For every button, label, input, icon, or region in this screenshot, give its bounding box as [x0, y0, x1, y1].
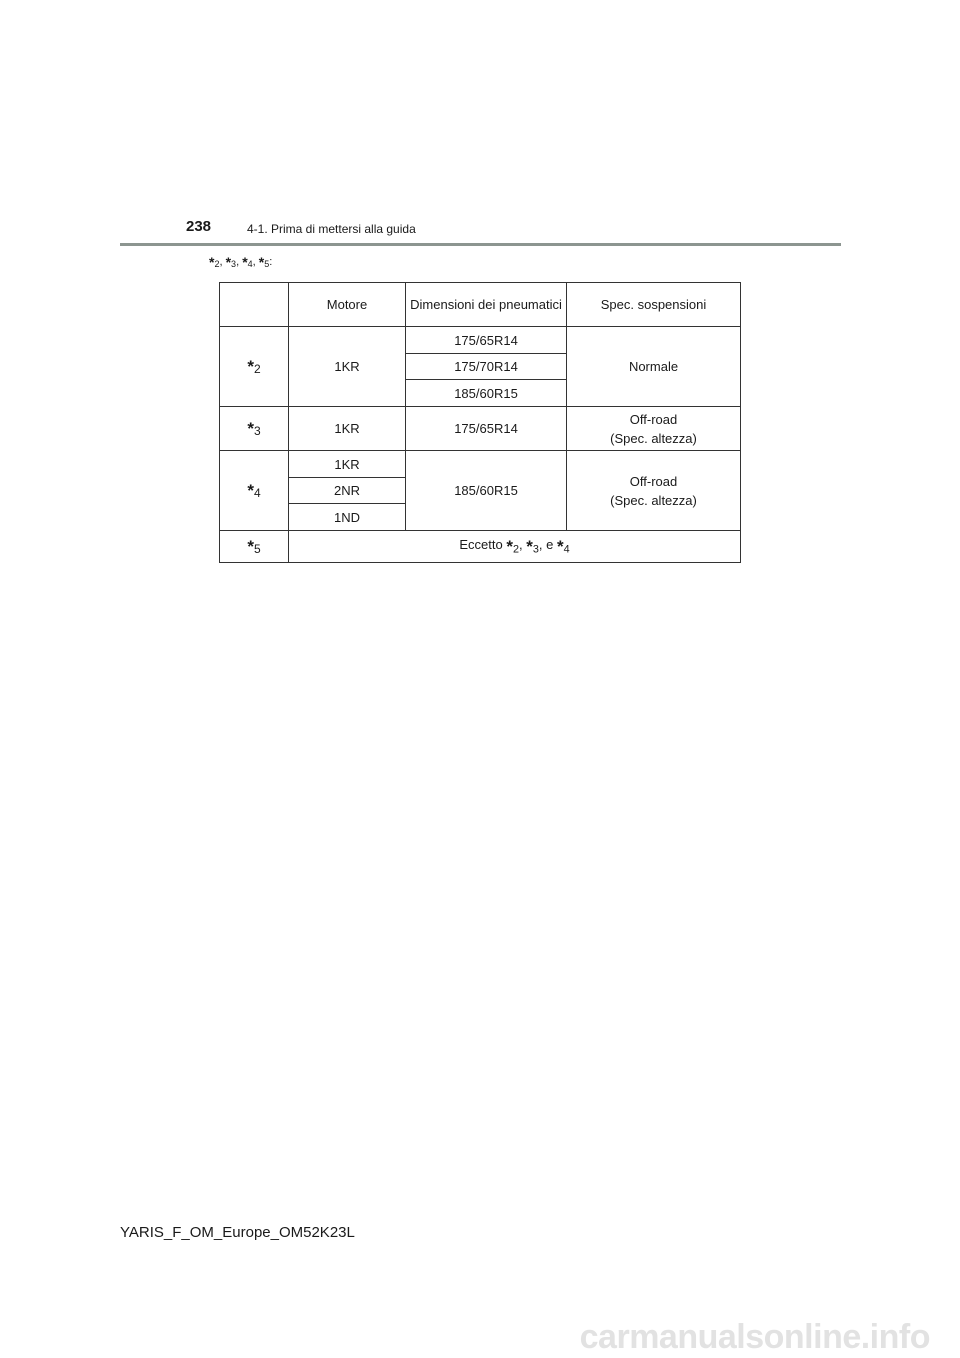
header-rule: [120, 243, 841, 246]
header-cell-tyres: Dimensioni dei pneumatici: [406, 283, 567, 327]
table-row: [220, 327, 741, 354]
engine-cell: 1KR: [289, 327, 406, 407]
header-cell-empty: [220, 283, 289, 327]
asterisk-icon: *: [556, 536, 564, 556]
asterisk-icon: *: [209, 254, 215, 270]
marker-cell: $*_4$: [220, 451, 289, 531]
engine-cell: 1KR: [289, 407, 406, 451]
tyre-cell: 175/70R14: [406, 354, 567, 380]
watermark: carmanualsonline.info: [579, 1318, 930, 1356]
section-title: 4-1. Prima di mettersi alla guida: [247, 222, 416, 236]
asterisk-icon: *: [247, 481, 254, 500]
asterisk-icon: *: [247, 419, 254, 438]
spec-table: [219, 282, 741, 563]
table-row: [220, 451, 741, 478]
suspension-cell: Normale: [567, 327, 741, 407]
header-cell-engine: Motore: [289, 283, 406, 327]
header-cell-suspension: Spec. sospensioni: [567, 283, 741, 327]
asterisk-icon: *: [225, 254, 232, 270]
asterisk-icon: *: [258, 254, 265, 270]
tyre-cell: 185/60R15: [406, 380, 567, 407]
marker-cell: $*_5$: [220, 531, 289, 563]
engine-cell: 2NR: [289, 478, 406, 504]
intro-line: $*_2$, $*_3$, $*_4$, $*_5$:: [209, 254, 273, 270]
asterisk-icon: *: [506, 536, 513, 556]
suspension-cell: Off-road (Spec. altezza): [567, 407, 741, 451]
asterisk-icon: *: [526, 536, 533, 556]
except-cell: Eccetto $*_2$, $*_3$, e $*_4$: [289, 531, 741, 563]
page-number: 238: [186, 218, 212, 235]
suspension-cell: Off-road (Spec. altezza): [567, 451, 741, 531]
tyre-cell: 185/60R15: [406, 451, 567, 531]
table-header-row: [220, 283, 741, 327]
marker-cell: $*_2$: [220, 327, 289, 407]
tyre-cell: 175/65R14: [406, 407, 567, 451]
engine-cell: 1KR: [289, 451, 406, 478]
asterisk-icon: *: [247, 357, 254, 376]
engine-cell: 1ND: [289, 504, 406, 531]
tyre-cell: 175/65R14: [406, 327, 567, 354]
table-row: [220, 407, 741, 451]
table-row: [220, 531, 741, 563]
marker-cell: $*_3$: [220, 407, 289, 451]
asterisk-icon: *: [242, 254, 248, 270]
footer-doc-code: YARIS_F_OM_Europe_OM52K23L: [120, 1224, 355, 1241]
asterisk-icon: *: [247, 537, 254, 556]
